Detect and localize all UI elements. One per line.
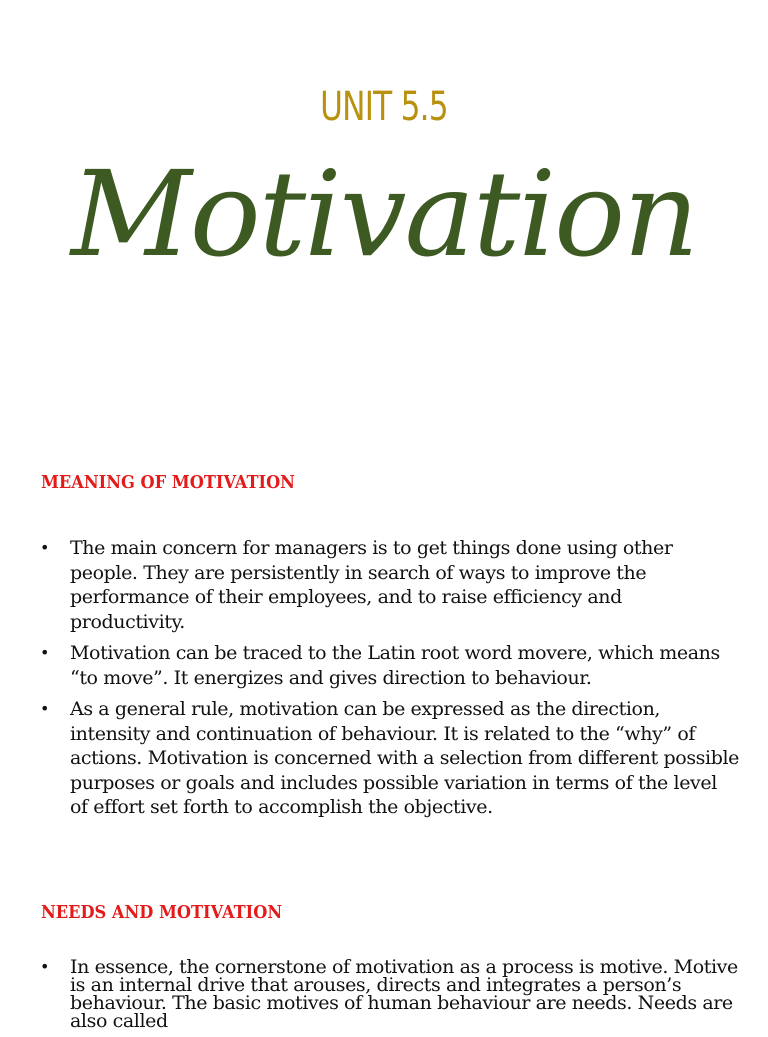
bullet-dot-icon: • xyxy=(40,538,50,557)
bullet-item xyxy=(40,697,740,820)
bullet-item xyxy=(40,641,740,690)
bullet-list-needs xyxy=(40,958,740,1037)
bullet-text: The main concern for managers is to get things done using other people. They are persistently in search of ways to improve the performance of their employees, and to raise efficiency and productivity. xyxy=(70,537,673,633)
bullet-dot-icon: • xyxy=(40,643,50,662)
page-title: Motivation xyxy=(70,145,698,283)
bullet-text: Motivation can be traced to the Latin root word movere, which means “to move”. It energizes and gives direction to behaviour. xyxy=(70,642,720,689)
bullet-list-meaning xyxy=(40,536,740,827)
bullet-item xyxy=(40,536,740,634)
bullet-text: In essence, the cornerstone of motivation as a process is motive. Motive is an internal drive that arouses, directs and integrates a person’s behaviour. The basic motives of human behaviour are needs. Needs are also called xyxy=(70,956,738,1032)
bullet-dot-icon: • xyxy=(40,957,50,976)
bullet-item xyxy=(40,958,740,1030)
section-heading-meaning: MEANING OF MOTIVATION xyxy=(41,472,295,493)
section-heading-needs: NEEDS AND MOTIVATION xyxy=(41,902,283,923)
unit-label: UNIT 5.5 xyxy=(320,84,448,130)
bullet-dot-icon: • xyxy=(40,699,50,718)
bullet-text: As a general rule, motivation can be expressed as the direction, intensity and continuation of behaviour. It is related to the “why” of actions. Motivation is concerned with a selection from different possible purposes or goals and includes possible variation in terms of the level of effort set forth to accomplish the objective. xyxy=(70,698,739,818)
